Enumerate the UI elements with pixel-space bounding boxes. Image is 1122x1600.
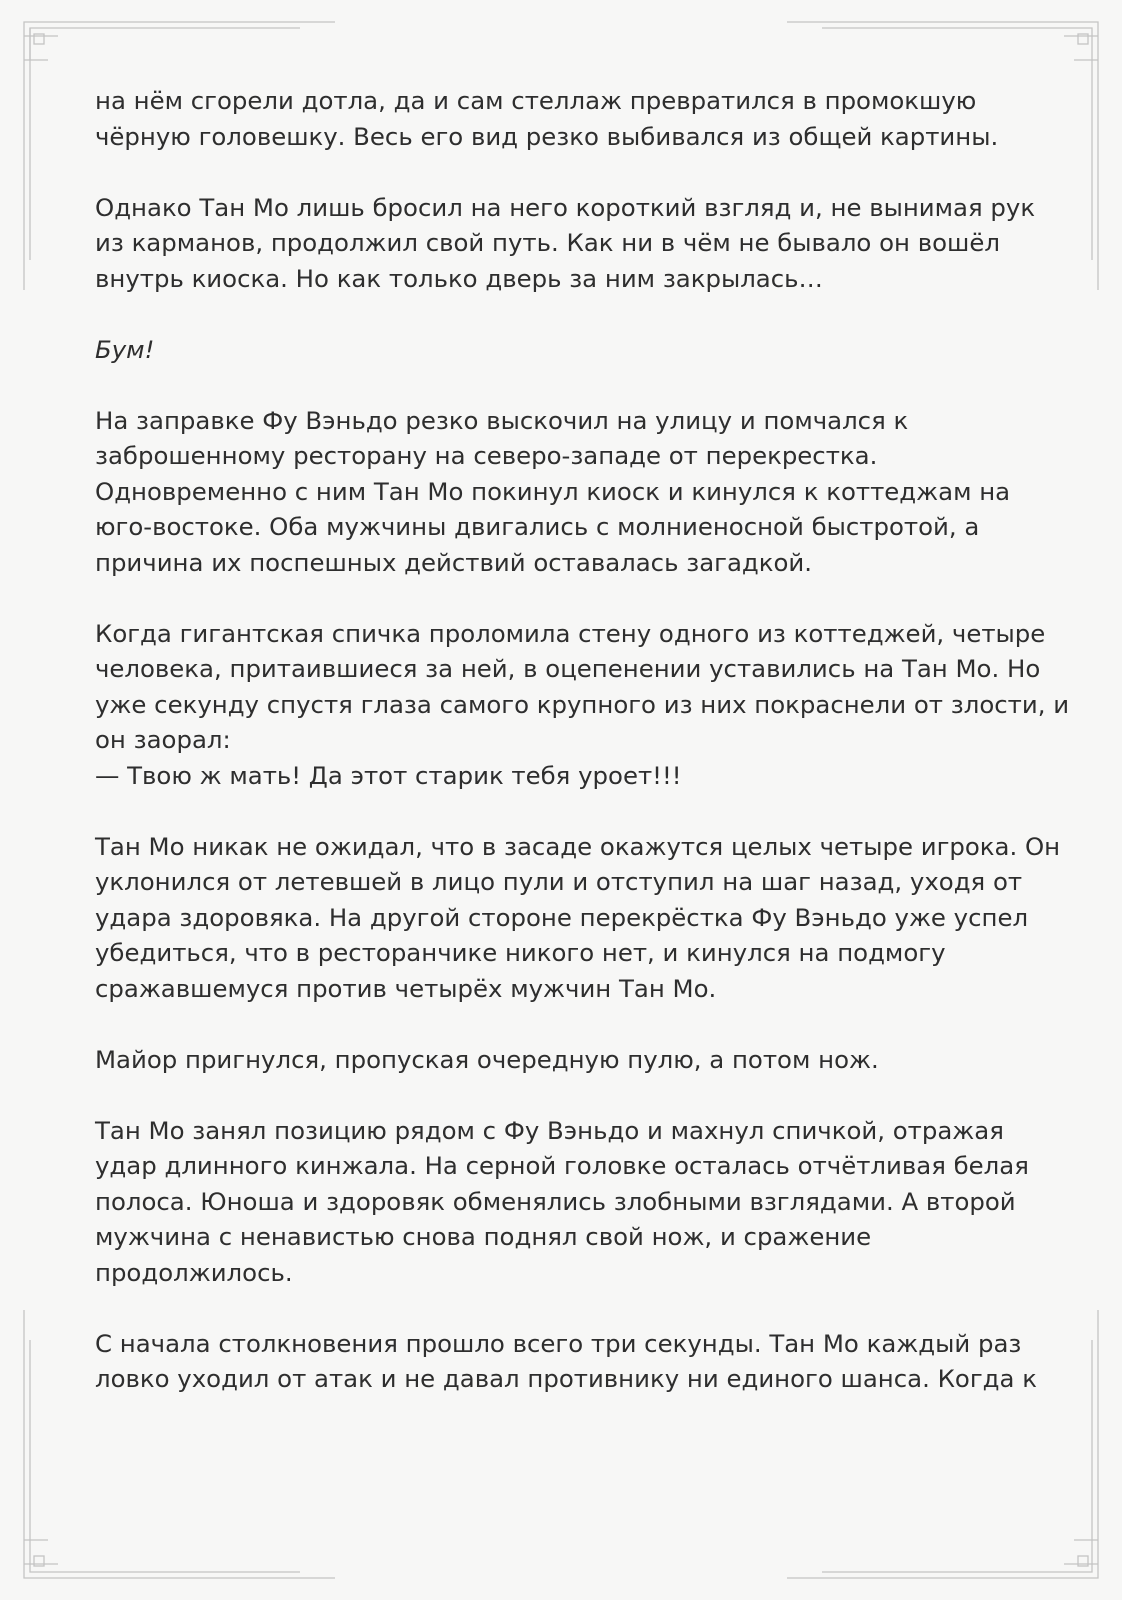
text-line: ловко уходил от атак и не давал противнику ни единого шанса. Когда к <box>95 1364 1037 1393</box>
paragraph-1 <box>95 83 1035 154</box>
text-line: Тан Мо занял позицию рядом с Фу Вэньдо и махнул спичкой, отражая <box>95 1115 1004 1145</box>
text-line: юго-востоке. Оба мужчины двигались с молниеносной быстротой, а <box>95 512 980 541</box>
paragraph-3-italic <box>95 332 1035 368</box>
text-line: на нём сгорели дотла, да и сам стеллаж превратился в промокшую <box>95 86 977 115</box>
text-line: мужчина с ненавистью снова поднял свой нож, и сражение <box>95 1222 872 1251</box>
text-line: он заорал: <box>95 725 231 754</box>
dialogue-line: — Твою ж мать! Да этот старик тебя уроет!!! <box>95 760 682 790</box>
text-line: человека, притаившиеся за ней, в оцепенении уставились на Тан Мо. Но <box>95 654 1041 683</box>
text-line: полоса. Юноша и здоровяк обменялись злобными взглядами. А второй <box>95 1186 1016 1216</box>
paragraph-9 <box>95 1326 1035 1397</box>
text-line: сражавшемуся против четырёх мужчин Тан Мо. <box>95 973 717 1003</box>
paragraph-7 <box>95 1042 1035 1078</box>
text-line: Одновременно с ним Тан Мо покинул киоск и кинулся к коттеджам на <box>95 476 1011 506</box>
paragraph-8 <box>95 1113 1035 1291</box>
text-line: Тан Мо никак не ожидал, что в засаде окажутся целых четыре игрока. Он <box>95 831 1061 861</box>
text-line: убедиться, что в ресторанчике никого нет, и кинулся на подмогу <box>95 938 946 967</box>
text-line: продолжилось. <box>95 1257 293 1287</box>
text-line: уже секунду спустя глаза самого крупного из них покраснели от злости, и <box>95 689 1070 719</box>
paragraph-5 <box>95 616 1070 794</box>
paragraph-2 <box>95 190 1035 297</box>
text-line: заброшенному ресторану на северо-западе от перекрестка. <box>95 441 878 470</box>
text-line: причина их поспешных действий оставалась загадкой. <box>95 547 813 577</box>
paragraph-6 <box>95 829 1061 1007</box>
text-line: Однако Тан Мо лишь бросил на него короткий взгляд и, не вынимая рук <box>95 192 1036 222</box>
text-line: чёрную головешку. Весь его вид резко выбивался из общей картины. <box>95 121 999 151</box>
text-line: внутрь киоска. Но как только дверь за ним закрылась… <box>95 263 823 293</box>
text-line: удар длинного кинжала. На серной головке осталась отчётливая белая <box>95 1151 1029 1180</box>
text-line: удара здоровяка. На другой стороне перекрёстка Фу Вэньдо уже успел <box>95 902 1029 932</box>
text-line: Когда гигантская спичка проломила стену одного из коттеджей, четыре <box>95 618 1046 648</box>
text-line-italic: Бум! <box>95 334 155 364</box>
chapter-text <box>95 83 1070 1397</box>
paragraph-4 <box>95 403 1035 581</box>
text-line: На заправке Фу Вэньдо резко выскочил на улицу и помчался к <box>95 405 909 435</box>
text-line: С начала столкновения прошло всего три секунды. Тан Мо каждый раз <box>95 1328 1022 1358</box>
text-line: уклонился от летевшей в лицо пули и отступил на шаг назад, уходя от <box>95 867 1023 896</box>
text-line: из карманов, продолжил свой путь. Как ни в чём не бывало он вошёл <box>95 228 1000 257</box>
text-line: Майор пригнулся, пропуская очередную пулю, а потом нож. <box>95 1044 879 1074</box>
